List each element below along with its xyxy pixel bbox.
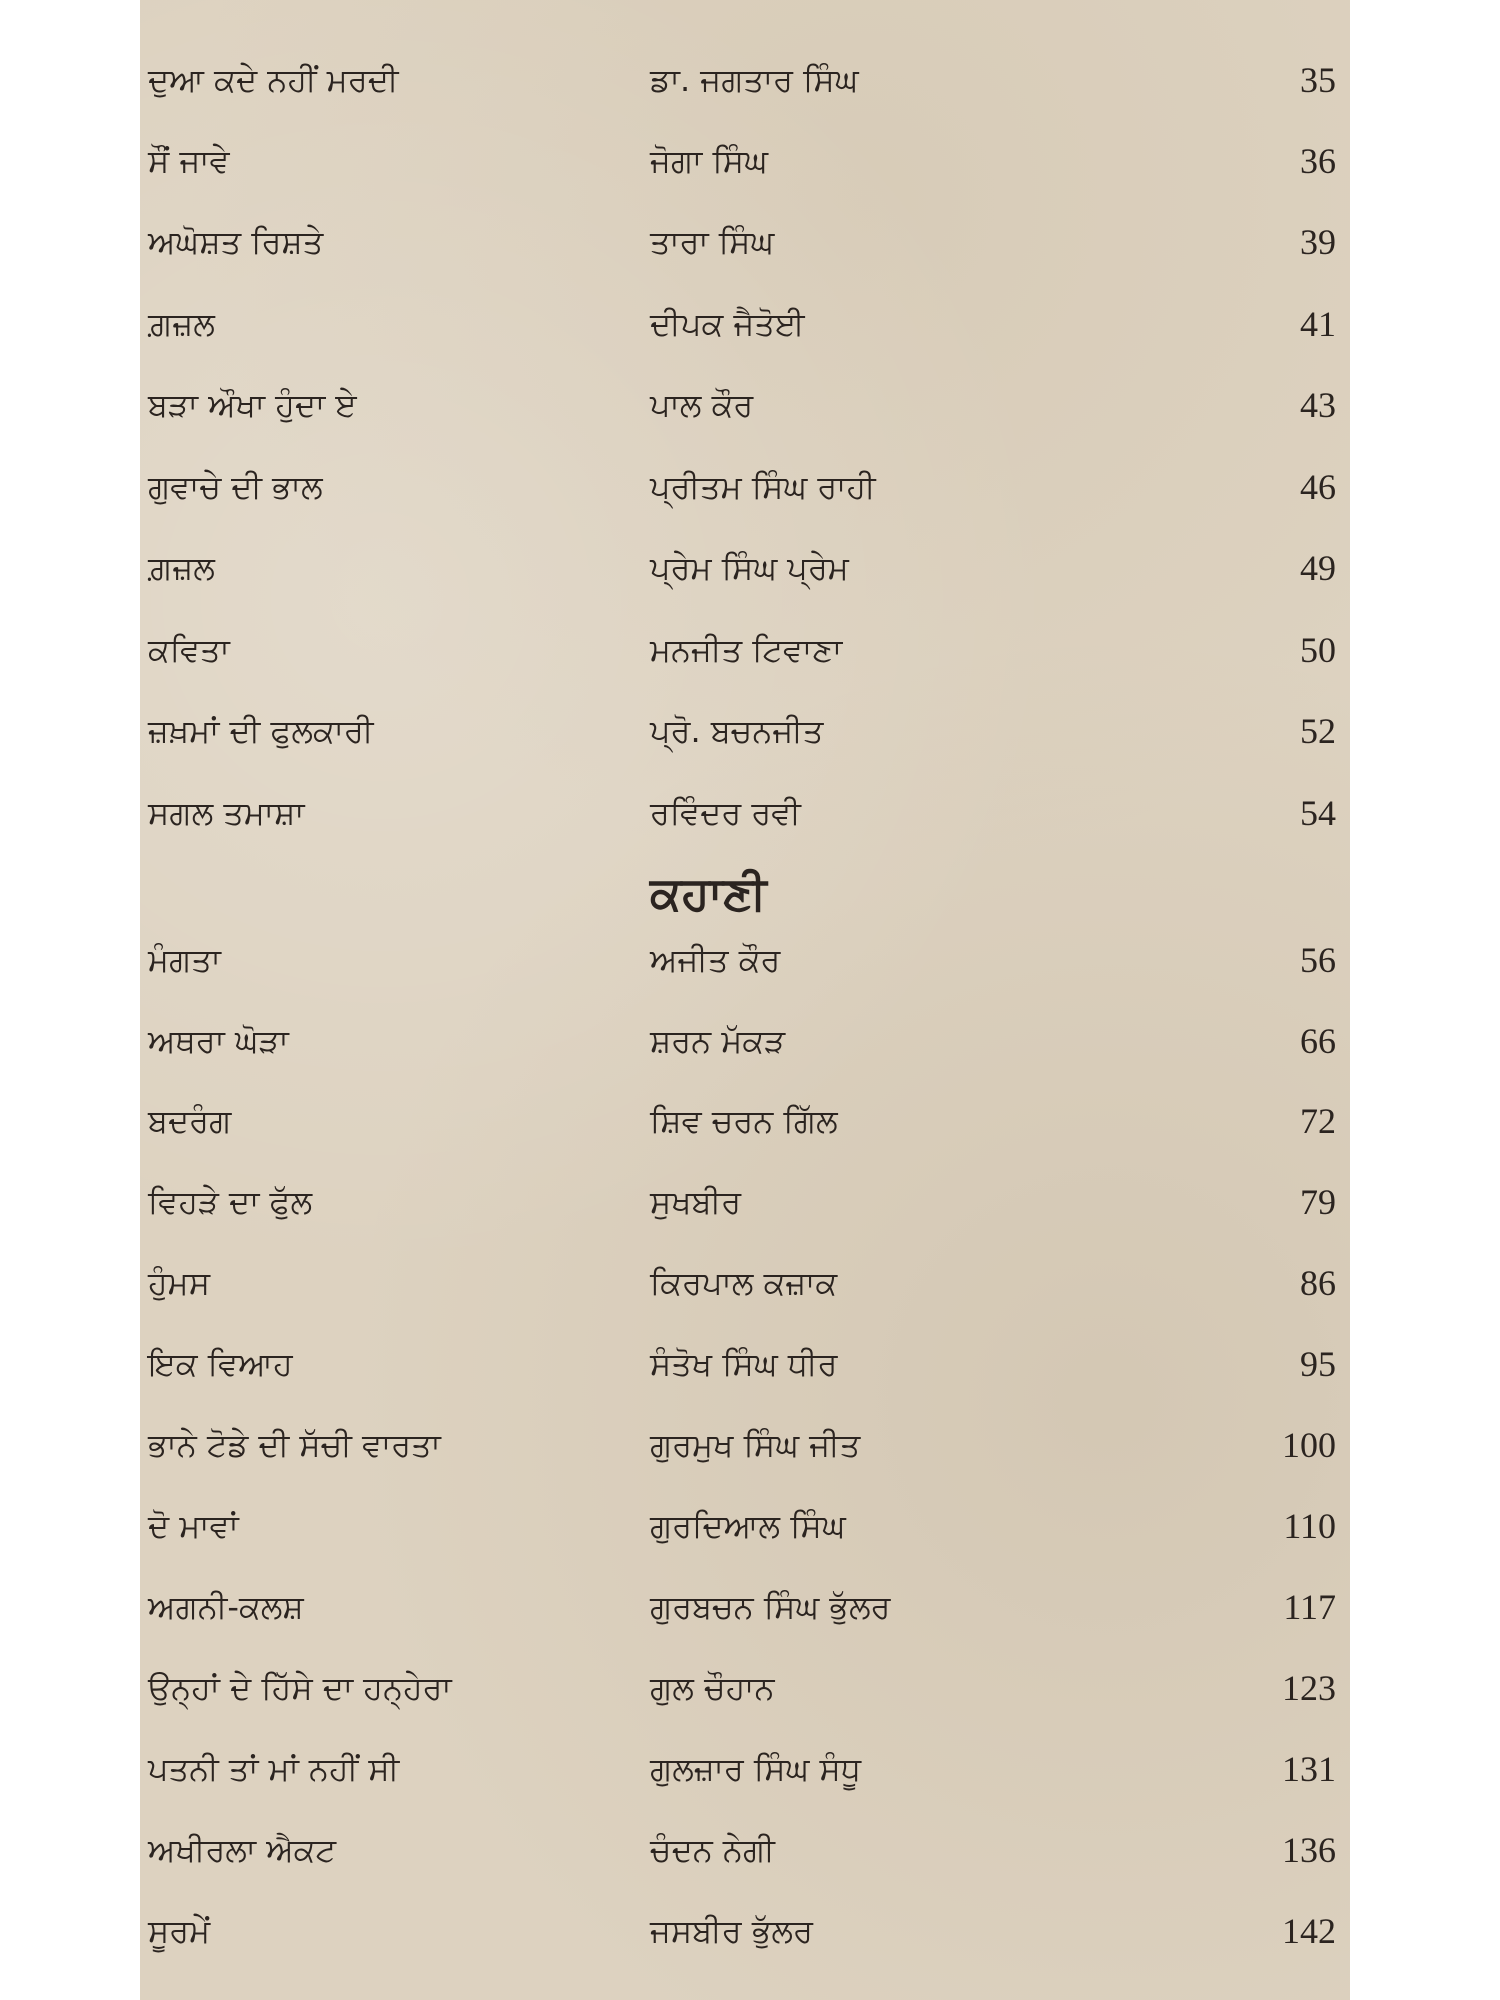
entry-author: ਮਨਜੀਤ ਟਿਵਾਣਾ <box>650 631 843 669</box>
entry-title: ਕਵਿਤਾ <box>148 631 230 669</box>
entry-author: ਪ੍ਰੀਤਮ ਸਿੰਘ ਰਾਹੀ <box>650 468 876 506</box>
entry-title: ਸੂਰਮੇਂ <box>148 1912 211 1950</box>
entry-author: ਗੁਲਜ਼ਾਰ ਸਿੰਘ ਸੰਧੂ <box>650 1750 862 1788</box>
toc-row <box>140 457 1350 517</box>
entry-title: ਸੌਂ ਜਾਵੇ <box>148 142 230 180</box>
toc-row <box>140 1820 1350 1880</box>
entry-author: ਗੁਰਦਿਆਲ ਸਿੰਘ <box>650 1507 846 1545</box>
entry-title: ਜ਼ਖ਼ਮਾਂ ਦੀ ਫੁਲਕਾਰੀ <box>148 712 374 750</box>
entry-page-number: 41 <box>1300 304 1336 344</box>
entry-title: ਬੜਾ ਔਖਾ ਹੁੰਦਾ ਏ <box>148 386 357 424</box>
entry-title: ਬਦਰੰਗ <box>148 1102 232 1140</box>
section-heading-stories: ਕਹਾਣੀ <box>650 866 767 920</box>
toc-row <box>140 1577 1350 1637</box>
entry-author: ਪ੍ਰੋ. ਬਚਨਜੀਤ <box>650 712 824 750</box>
entry-page-number: 95 <box>1300 1344 1336 1384</box>
entry-page-number: 56 <box>1300 940 1336 980</box>
entry-author: ਗੁਲ ਚੌਹਾਨ <box>650 1669 775 1707</box>
entry-page-number: 52 <box>1300 711 1336 751</box>
entry-author: ਜੋਗਾ ਸਿੰਘ <box>650 142 768 180</box>
toc-row <box>140 50 1350 110</box>
toc-row <box>140 620 1350 680</box>
toc-row <box>140 212 1350 272</box>
entry-author: ਚੰਦਨ ਨੇਗੀ <box>650 1831 775 1869</box>
entry-title: ਦੋ ਮਾਵਾਂ <box>148 1507 239 1545</box>
entry-page-number: 66 <box>1300 1021 1336 1061</box>
entry-page-number: 35 <box>1300 60 1336 100</box>
toc-row <box>140 1011 1350 1071</box>
entry-title: ਵਿਹੜੇ ਦਾ ਫੁੱਲ <box>148 1183 313 1221</box>
entry-author: ਸ਼ਰਨ ਮੱਕੜ <box>650 1022 786 1060</box>
entry-title: ਅਖੀਰਲਾ ਐਕਟ <box>148 1831 336 1869</box>
entry-author: ਗੁਰਮੁਖ ਸਿੰਘ ਜੀਤ <box>650 1426 861 1464</box>
entry-title: ਦੁਆ ਕਦੇ ਨਹੀਂ ਮਰਦੀ <box>148 61 399 99</box>
entry-page-number: 131 <box>1282 1749 1336 1789</box>
entry-author: ਸੁਖਬੀਰ <box>650 1183 742 1221</box>
entry-page-number: 36 <box>1300 141 1336 181</box>
toc-row <box>140 538 1350 598</box>
book-page <box>140 0 1350 2000</box>
entry-title: ਸਗਲ ਤਮਾਸ਼ਾ <box>148 794 305 832</box>
entry-page-number: 54 <box>1300 793 1336 833</box>
entry-title: ਭਾਨੇ ਟੋਡੇ ਦੀ ਸੱਚੀ ਵਾਰਤਾ <box>148 1426 441 1464</box>
toc-row <box>140 294 1350 354</box>
toc-row <box>140 1739 1350 1799</box>
toc-row <box>140 783 1350 843</box>
entry-page-number: 136 <box>1282 1830 1336 1870</box>
toc-row <box>140 1496 1350 1556</box>
entry-title: ਮੰਗਤਾ <box>148 941 221 979</box>
toc-row <box>140 1253 1350 1313</box>
entry-author: ਰਵਿੰਦਰ ਰਵੀ <box>650 794 801 832</box>
entry-title: ਇਕ ਵਿਆਹ <box>148 1345 293 1383</box>
entry-page-number: 50 <box>1300 630 1336 670</box>
entry-page-number: 46 <box>1300 467 1336 507</box>
entry-page-number: 72 <box>1300 1101 1336 1141</box>
entry-title: ਗ਼ਜ਼ਲ <box>148 305 215 343</box>
toc-row <box>140 1091 1350 1151</box>
entry-author: ਕਿਰਪਾਲ ਕਜ਼ਾਕ <box>650 1264 838 1302</box>
entry-page-number: 123 <box>1282 1668 1336 1708</box>
entry-author: ਪ੍ਰੇਮ ਸਿੰਘ ਪ੍ਰੇਮ <box>650 549 849 587</box>
entry-author: ਜਸਬੀਰ ਭੁੱਲਰ <box>650 1912 813 1950</box>
entry-title: ਪਤਨੀ ਤਾਂ ਮਾਂ ਨਹੀਂ ਸੀ <box>148 1750 400 1788</box>
entry-page-number: 142 <box>1282 1911 1336 1951</box>
entry-author: ਗੁਰਬਚਨ ਸਿੰਘ ਭੁੱਲਰ <box>650 1588 891 1626</box>
entry-title: ਗੁਵਾਚੇ ਦੀ ਭਾਲ <box>148 468 323 506</box>
entry-page-number: 86 <box>1300 1263 1336 1303</box>
entry-author: ਪਾਲ ਕੌਰ <box>650 386 754 424</box>
entry-author: ਸੰਤੋਖ ਸਿੰਘ ਧੀਰ <box>650 1345 838 1383</box>
entry-title: ਅਗਨੀ-ਕਲਸ਼ <box>148 1588 304 1626</box>
toc-row <box>140 1415 1350 1475</box>
toc-row <box>140 1901 1350 1961</box>
entry-page-number: 117 <box>1283 1587 1336 1627</box>
entry-title: ਅਘੋਸ਼ਤ ਰਿਸ਼ਤੇ <box>148 223 324 261</box>
entry-page-number: 39 <box>1300 222 1336 262</box>
toc-row <box>140 1172 1350 1232</box>
entry-author: ਡਾ. ਜਗਤਾਰ ਸਿੰਘ <box>650 61 859 99</box>
entry-title: ਗ਼ਜ਼ਲ <box>148 549 215 587</box>
toc-row <box>140 375 1350 435</box>
entry-page-number: 100 <box>1282 1425 1336 1465</box>
toc-row <box>140 701 1350 761</box>
entry-page-number: 110 <box>1283 1506 1336 1546</box>
entry-title: ਅਥਰਾ ਘੋੜਾ <box>148 1022 289 1060</box>
toc-row <box>140 1658 1350 1718</box>
entry-page-number: 79 <box>1300 1182 1336 1222</box>
entry-author: ਸ਼ਿਵ ਚਰਨ ਗਿੱਲ <box>650 1102 838 1140</box>
entry-author: ਦੀਪਕ ਜੈਤੋਈ <box>650 305 805 343</box>
toc-row <box>140 131 1350 191</box>
entry-author: ਅਜੀਤ ਕੌਰ <box>650 941 781 979</box>
toc-row <box>140 1334 1350 1394</box>
toc-row <box>140 930 1350 990</box>
entry-page-number: 43 <box>1300 385 1336 425</box>
entry-title: ਉਨ੍ਹਾਂ ਦੇ ਹਿੱਸੇ ਦਾ ਹਨ੍ਹੇਰਾ <box>148 1669 452 1707</box>
entry-author: ਤਾਰਾ ਸਿੰਘ <box>650 223 775 261</box>
entry-page-number: 49 <box>1300 548 1336 588</box>
entry-title: ਹੁੰਮਸ <box>148 1264 211 1302</box>
